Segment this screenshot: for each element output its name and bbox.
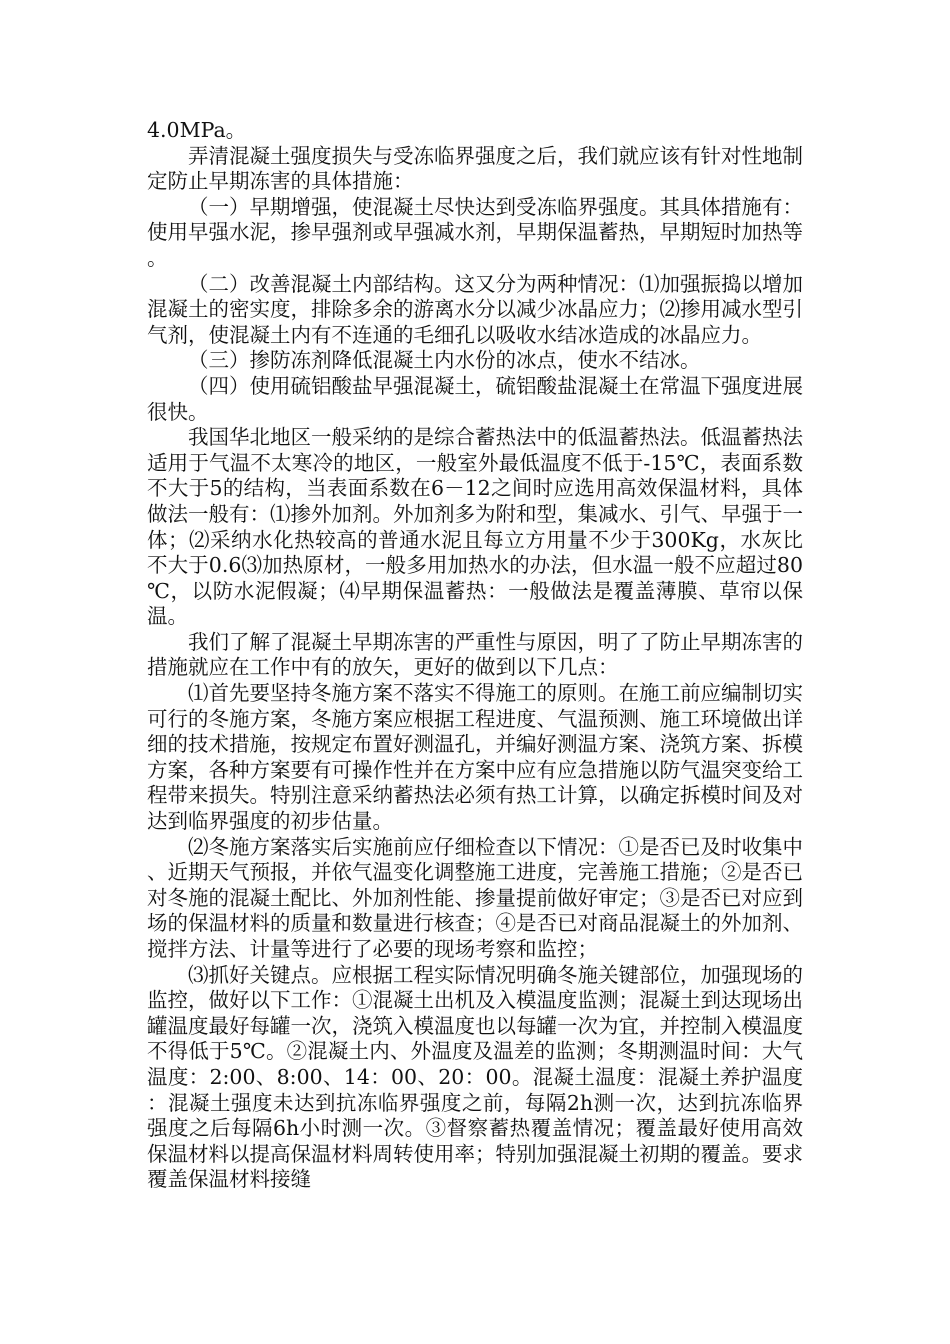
- document-body: [147, 118, 803, 1193]
- paragraph-point-1: ⑴首先要坚持冬施方案不落实不得施工的原则。在施工前应编制切实可行的冬施方案，冬施方案应根据工程进度、气温预测、施工环境做出详细的技术措施，按规定布置好测温孔，并编好测温方案、浇筑方案、拆模方案，各种方案要有可操作性并在方案中应有应急措施以防气温突变给工程带来损失。特别注意采纳蓄热法必须有热工计算，以确定拆模时间及对达到临界强度的初步估量。: [147, 681, 803, 834]
- paragraph-measure-4: （四）使用硫铝酸盐早强混凝土，硫铝酸盐混凝土在常温下强度进展很快。: [147, 373, 803, 424]
- paragraph-continuation: 4.0MPa。: [147, 118, 247, 142]
- paragraph-point-2: ⑵冬施方案落实后实施前应仔细检查以下情况：①是否已及时收集中、近期天气预报，并依气温变化调整施工进度，完善施工措施；②是否已对冬施的混凝土配比、外加剂性能、掺量提前做好审定；③是否已对应到场的保温材料的质量和数量进行核查；④是否已对商品混凝土的外加剂、搅拌方法、计量等进行了必要的现场考察和监控；: [147, 834, 803, 961]
- paragraph-point-3: ⑶抓好关键点。应根据工程实际情况明确冬施关键部位，加强现场的监控，做好以下工作：①混凝土出机及入模温度监测；混凝土到达现场出罐温度最好每罐一次，浇筑入模温度也以每罐一次为宜，并控制入模温度不得低于5℃。②混凝土内、外温度及温差的监测；冬期测温时间：大气温度：2:00、8:00、14：00、20：00。混凝土温度：混凝土养护温度：混凝土强度未达到抗冻临界强度之前，每隔2h测一次，达到抗冻临界强度之后每隔6h小时测一次。③督察蓄热覆盖情况；覆盖最好使用高效保温材料以提高保温材料周转使用率；特别加强混凝土初期的覆盖。要求覆盖保温材料接缝: [147, 962, 803, 1192]
- paragraph-low-temp-method: 我国华北地区一般采纳的是综合蓄热法中的低温蓄热法。低温蓄热法适用于气温不太寒冷的地区，一般室外最低温度不低于-15℃，表面系数不大于5的结构，当表面系数在6－12之间时应选用高效保温材料，具体做法一般有：⑴掺外加剂。外加剂多为附和型，集减水、引气、早强于一体；⑵采纳水化热较高的普通水泥且每立方用量不少于300Kg，水灰比不大于0.6⑶加热原材，一般多用加热水的办法，但水温一般不应超过80℃，以防水泥假凝；⑷早期保温蓄热：一般做法是覆盖薄膜、草帘以保温。: [147, 425, 803, 629]
- paragraph-measure-2: （二）改善混凝土内部结构。这又分为两种情况：⑴加强振捣以增加混凝土的密实度，排除多余的游离水分以减少冰晶应力；⑵掺用减水型引气剂，使混凝土内有不连通的毛细孔以吸收水结冰造成的冰晶应力。: [147, 271, 803, 347]
- paragraph-measure-1: （一）早期增强，使混凝土尽快达到受冻临界强度。其具体措施有：使用早强水泥，掺早强剂或早强减水剂，早期保温蓄热，早期短时加热等。: [147, 194, 803, 270]
- paragraph-summary: 我们了解了混凝土早期冻害的严重性与原因，明了了防止早期冻害的措施就应在工作中有的放矢，更好的做到以下几点：: [147, 629, 803, 680]
- paragraph-measure-3: （三）掺防冻剂降低混凝土内水份的冰点，使水不结冰。: [188, 348, 701, 373]
- paragraph-intro-measures: 弄清混凝土强度损失与受冻临界强度之后，我们就应该有针对性地制定防止早期冻害的具体措施：: [147, 143, 803, 194]
